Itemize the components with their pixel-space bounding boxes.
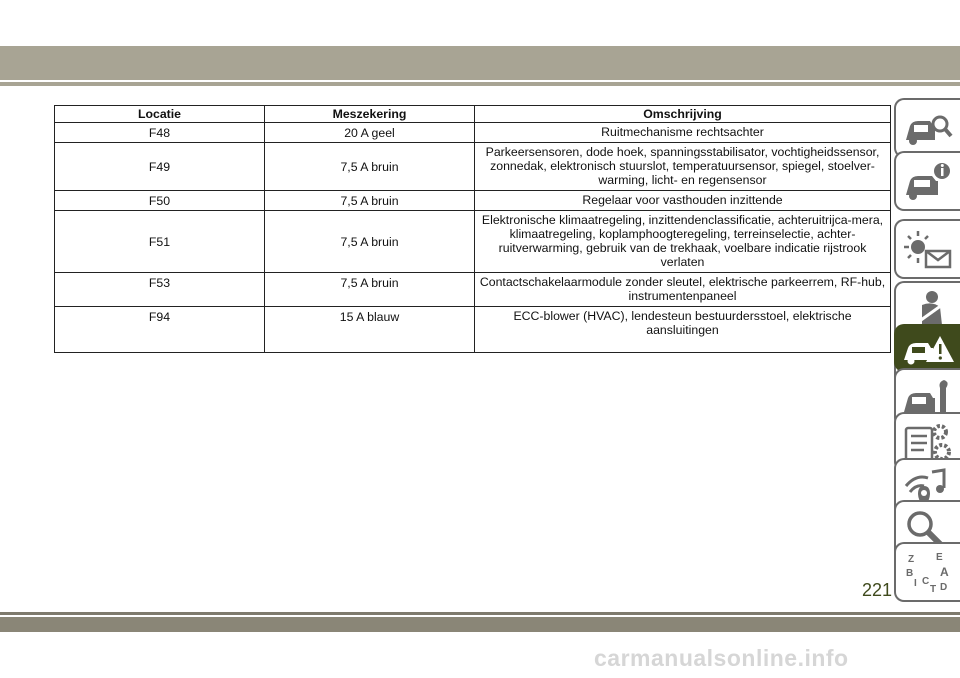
- alphabet-letter: I: [914, 578, 917, 589]
- warning-light-message-icon: [902, 225, 954, 275]
- cell-description: ECC-blower (HVAC), lendesteun bestuurdersstoel, elektrische aansluitingen: [475, 307, 891, 353]
- cell-description: Elektronische klimaatregeling, inzittendenclassificatie, achteruitrijca-mera, klimaatregeling, koplamphoogteregeling, terreinselectie, achter-ruitverwarming, gebruik van de trekhaak, voelbare indicatie rijstrook verlaten: [475, 211, 891, 273]
- table-row: [55, 307, 891, 353]
- cell-fuse: 7,5 A bruin: [265, 143, 475, 191]
- tab-instrument-cluster[interactable]: [894, 219, 960, 279]
- cell-location: F51: [55, 211, 265, 273]
- cell-location: F49: [55, 143, 265, 191]
- car-info-icon: [902, 157, 954, 207]
- table-row: [55, 273, 891, 307]
- footer-band: [0, 612, 960, 632]
- alphabet-letter: D: [940, 582, 948, 593]
- car-magnifier-icon: [902, 104, 954, 154]
- cell-description: Ruitmechanisme rechtsachter: [475, 123, 891, 143]
- cell-location: F94: [55, 307, 265, 353]
- cell-description: Regelaar voor vasthouden inzittende: [475, 191, 891, 211]
- cell-fuse: 15 A blauw: [265, 307, 475, 353]
- fuse-table: [54, 105, 891, 353]
- header-description: Omschrijving: [475, 106, 891, 123]
- tab-getting-to-know-vehicle[interactable]: [894, 98, 960, 158]
- table-row: [55, 123, 891, 143]
- cell-description: Parkeersensoren, dode hoek, spanningsstabilisator, vochtigheidssensor, zonnedak, elektronisch stuurslot, temperatuursensor, spiegel, stoelver-warming, licht- en regensensor: [475, 143, 891, 191]
- header-band: [0, 46, 960, 86]
- header-location: Locatie: [55, 106, 265, 123]
- cell-location: F53: [55, 273, 265, 307]
- page-number: 221: [862, 580, 893, 600]
- cell-location: F48: [55, 123, 265, 143]
- alphabet-letter: E: [936, 552, 943, 563]
- alphabet-index-icon: [902, 548, 954, 598]
- tab-index[interactable]: [894, 542, 960, 602]
- table-header-row: [55, 106, 891, 123]
- table-row: [55, 211, 891, 273]
- tab-getting-to-know-dashboard[interactable]: [894, 151, 960, 211]
- table-row: [55, 143, 891, 191]
- table-row: [55, 191, 891, 211]
- alphabet-letter: T: [930, 584, 937, 595]
- cell-fuse: 20 A geel: [265, 123, 475, 143]
- alphabet-letter: C: [922, 576, 930, 587]
- alphabet-letter: B: [906, 568, 914, 579]
- alphabet-letter: Z: [908, 554, 915, 565]
- car-warning-triangle-icon: [902, 328, 954, 372]
- cell-fuse: 7,5 A bruin: [265, 191, 475, 211]
- watermark: carmanualsonline.info: [594, 645, 849, 671]
- tab-in-case-of-emergency[interactable]: [894, 324, 960, 372]
- alphabet-letter: A: [940, 565, 949, 579]
- cell-fuse: 7,5 A bruin: [265, 273, 475, 307]
- header-fuse: Meszekering: [265, 106, 475, 123]
- cell-description: Contactschakelaarmodule zonder sleutel, elektrische parkeerrem, RF-hub, instrumentenpaneel: [475, 273, 891, 307]
- cell-location: F50: [55, 191, 265, 211]
- cell-fuse: 7,5 A bruin: [265, 211, 475, 273]
